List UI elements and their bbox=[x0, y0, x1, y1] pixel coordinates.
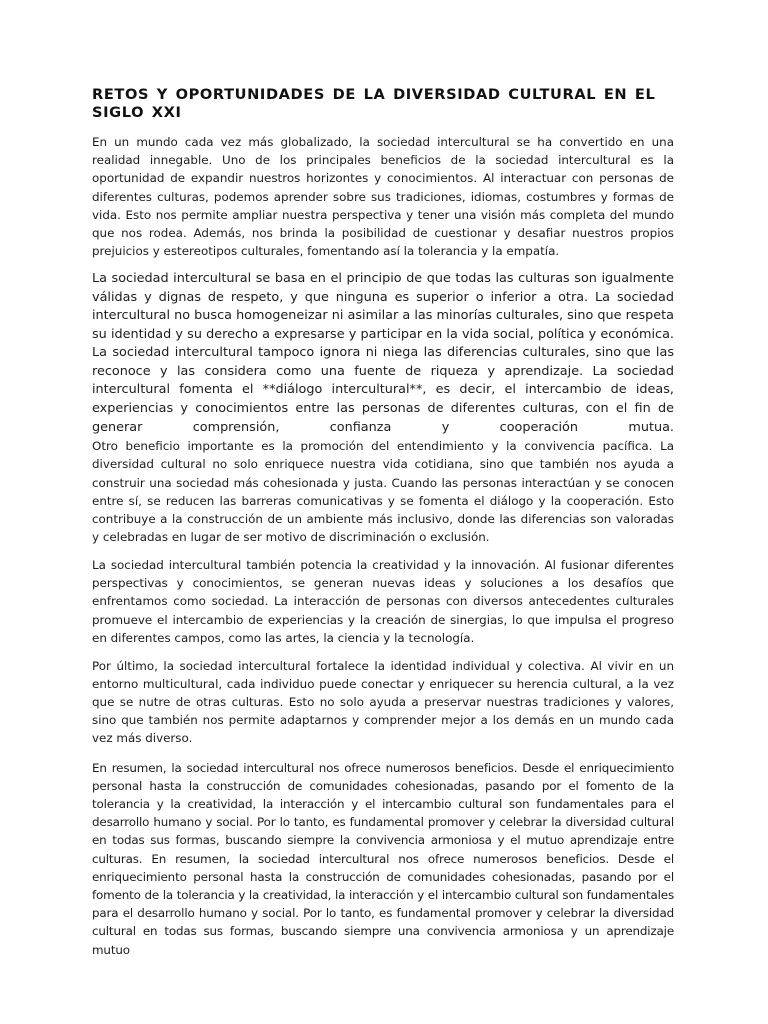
paragraph-understanding: Otro beneficio importante es la promoción del entendimiento y la convivencia pacífica. La diversidad cultural no solo enriquece nuestra vida cotidiana, sino que también nos ayuda a construir una sociedad más cohesionada y justa. Cuando las personas interactúan y se conocen entre sí, se reducen las barreras comunicativas y se fomenta el diálogo y la cooperación. Esto contribuye a la construcción de un ambiente más inclusivo, donde las diferencias son valoradas y celebradas en lugar de ser motivo de discriminación o exclusión. bbox=[92, 439, 674, 545]
document-page bbox=[92, 86, 674, 959]
document-title: RETOS Y OPORTUNIDADES DE LA DIVERSIDAD CULTURAL EN EL SIGLO XXI bbox=[92, 86, 656, 121]
paragraph-intro: En un mundo cada vez más globalizado, la sociedad intercultural se ha convertido en una realidad innegable. Uno de los principales beneficios de la sociedad intercultural es la oportunidad de expandir nuestros horizontes y conocimientos. Al interactuar con personas de diferentes culturas, podemos aprender sobre sus tradiciones, idiomas, costumbres y formas de vida. Esto nos permite ampliar nuestra perspectiva y tener una visión más completa del mundo que nos rodea. Además, nos brinda la posibilidad de cuestionar y desafiar nuestros propios prejuicios y estereotipos culturales, fomentando así la tolerancia y la empatía. bbox=[92, 135, 674, 259]
paragraph-summary: En resumen, la sociedad intercultural nos ofrece numerosos beneficios. Desde el enriquecimiento personal hasta la construcción de comunidades cohesionadas, pasando por el fomento de la tolerancia y la creatividad, la interacción y el intercambio cultural son fundamentales para el desarrollo humano y social. Por lo tanto, es fundamental promover y celebrar la diversidad cultural en todas sus formas, buscando siempre la convivencia armoniosa y el mutuo aprendizaje entre culturas. En resumen, la sociedad intercultural nos ofrece numerosos beneficios. Desde el enriquecimiento personal hasta la construcción de comunidades cohesionadas, pasando por el fomento de la tolerancia y la creatividad, la interacción y el intercambio cultural son fundamentales para el desarrollo humano y social. Por lo tanto, es fundamental promover y celebrar la diversidad cultural en todas sus formas, buscando siempre una convivencia armoniosa y un aprendizaje mutuo bbox=[92, 760, 674, 957]
paragraph-identity: Por último, la sociedad intercultural fortalece la identidad individual y colectiva. Al vivir en un entorno multicultural, cada individuo puede conectar y enriquecer su herencia cultural, a la vez que se nutre de otras culturas. Esto no solo ayuda a preservar nuestras tradiciones y valores, sino que también nos permite adaptarnos y comprender mejor a los demás en un mundo cada vez más diverso. bbox=[92, 658, 674, 746]
paragraph-creativity: La sociedad intercultural también potencia la creatividad y la innovación. Al fusionar diferentes perspectivas y conocimientos, se generan nuevas ideas y soluciones a los desafíos que enfrentamos como sociedad. La interacción de personas con diversos antecedentes culturales promueve el intercambio de experiencias y la creación de sinergias, lo que impulsa el progreso en diferentes campos, como las artes, la ciencia y la tecnología. bbox=[92, 557, 674, 645]
paragraph-principle: La sociedad intercultural se basa en el principio de que todas las culturas son igualmente válidas y dignas de respeto, y que ninguna es superior o inferior a otra. La sociedad intercultural no busca homogeneizar ni asimilar a las minorías culturales, sino que respeta su identidad y su derecho a expresarse y participar en la vida social, política y económica. La sociedad intercultural tampoco ignora ni niega las diferencias culturales, sino que las reconoce y las considera como una fuente de riqueza y aprendizaje. La sociedad intercultural fomenta el **diálogo intercultural**, es decir, el intercambio de ideas, experiencias y conocimientos entre las personas de diferentes culturas, con el fin de generar comprensión, confianza y cooperación mutua. bbox=[92, 270, 674, 435]
